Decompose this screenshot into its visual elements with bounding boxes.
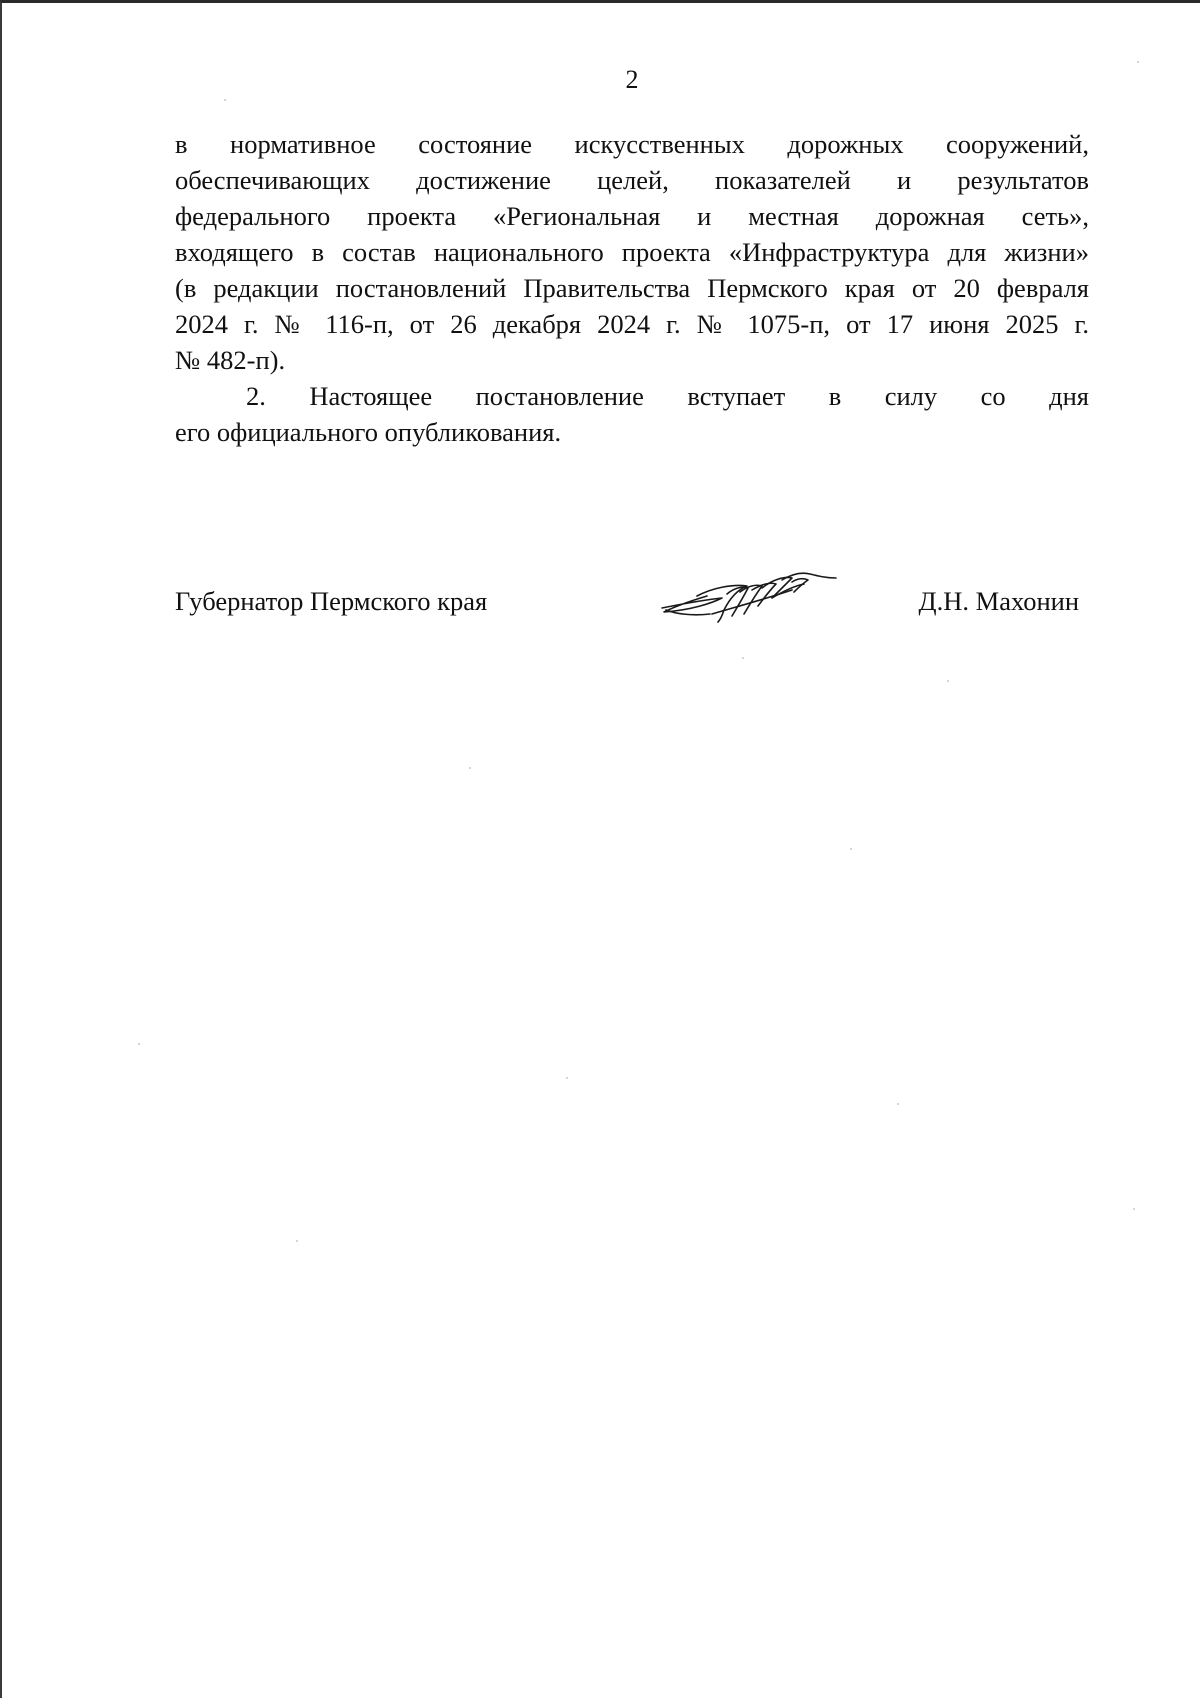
scan-speck: [224, 99, 226, 101]
paragraph-1-line: (в редакции постановлений Правительства Пермского края от 20 февраля: [175, 273, 1089, 303]
page-number: 2: [625, 65, 639, 94]
handwritten-signature: [652, 558, 842, 628]
paragraph-1-line: входящего в состав национального проекта «Инфраструктура для жизни»: [175, 237, 1089, 267]
scan-speck: [469, 767, 471, 769]
scan-speck: [850, 848, 852, 850]
signatory-position: Губернатор Пермского края: [175, 586, 488, 616]
scan-speck: [138, 1043, 140, 1045]
document-body: [175, 126, 1089, 450]
paragraph-1-line: 2024 г. № 116-п, от 26 декабря 2024 г. № 1075-п, от 17 июня 2025 г.: [175, 309, 1089, 339]
paragraph-2-line: 2. Настоящее постановление вступает в силу со дня: [246, 381, 1089, 411]
scan-speck: [742, 657, 744, 659]
paragraph-2-line: его официального опубликования.: [175, 417, 562, 447]
scan-speck: [1133, 1208, 1135, 1210]
scan-speck: [1137, 61, 1139, 63]
signatory-name: Д.Н. Махонин: [918, 586, 1079, 616]
paragraph-1-line: в нормативное состояние искусственных дорожных сооружений,: [175, 129, 1089, 159]
scan-speck: [947, 680, 949, 682]
paragraph-1-line: обеспечивающих достижение целей, показателей и результатов: [175, 165, 1089, 195]
signature-block: [175, 586, 1085, 626]
scan-speck: [897, 1103, 899, 1105]
scan-speck: [296, 1240, 298, 1242]
paragraph-1-line: федерального проекта «Региональная и местная дорожная сеть»,: [175, 201, 1089, 231]
scan-speck: [566, 1077, 568, 1079]
paragraph-1-line: № 482-п).: [175, 345, 286, 375]
